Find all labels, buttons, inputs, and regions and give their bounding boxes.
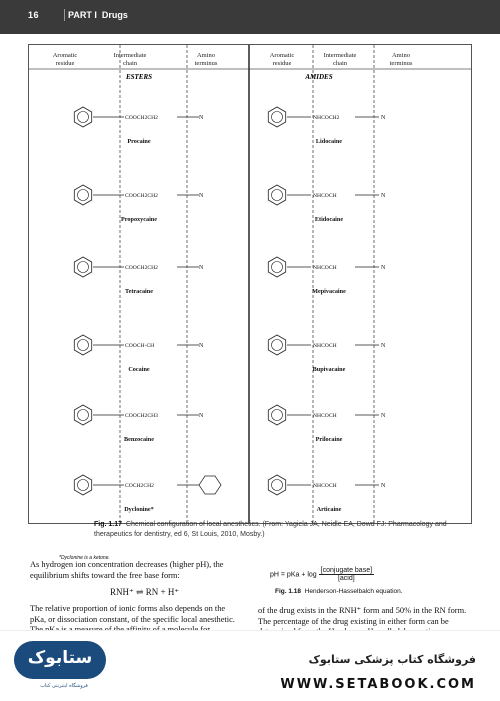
ester-ring-1-ring (78, 190, 89, 201)
amide-n-3: N (381, 343, 386, 349)
amide-chain-5: NHCOCH (313, 483, 337, 489)
col-amino-right: Amino terminus (389, 52, 413, 67)
section-label: PART I Drugs (68, 10, 128, 20)
amide-name-5: Articaine (316, 506, 342, 513)
ester-chain-3: COOCH-CH (125, 343, 155, 349)
amide-ring-2 (268, 257, 285, 277)
page-number: 16 (28, 10, 40, 20)
henderson-hasselbalch-equation: pH = pKa + log $\frac{\text{[conjugate base]}}{\text{[acid]}}$ (270, 567, 373, 582)
ester-n-1: N (199, 193, 204, 199)
amide-ring-0-ring (272, 112, 283, 123)
ester-name-5: Dyclonine* (124, 506, 154, 513)
ester-chain-0: COOCH2CH2 (125, 115, 158, 121)
amides-label: AMIDES (305, 73, 333, 81)
body-paragraph-1: As hydrogen ion concentration decreases (higher pH), the equilibrium shifts toward the free base form: (30, 560, 224, 580)
ester-ring-0 (74, 107, 91, 127)
figure-footnote: *Dyclonine is a ketone. (59, 555, 110, 561)
ionization-equation: RNH⁺ ⇌ RN + H⁺ (110, 587, 180, 597)
amide-ring-0 (268, 107, 285, 127)
esters-label: ESTERS (125, 73, 153, 81)
amide-chain-3: NHCOCH (313, 343, 337, 349)
col-chain-right: Intermediate chain (323, 52, 357, 67)
body-paragraph-3: of the drug exists in the RNH⁺ form and 50% in the RN form. The percentage of the drug existing in either form can be (258, 606, 467, 626)
col-amino-left: Amino terminus (194, 52, 218, 67)
page-header (0, 0, 500, 34)
amide-ring-4-ring (272, 410, 283, 421)
amide-name-4: Prilocaine (315, 436, 343, 443)
logo-subtitle: فروشگاه اینترنتی کتاب (40, 683, 88, 689)
amide-n-2: N (381, 265, 386, 271)
col-aromatic-right: Aromatic residue (269, 52, 295, 67)
logo-text: ستابوک (27, 648, 93, 668)
ester-ring-2-ring (78, 262, 89, 273)
col-chain-left: Intermediate chain (113, 52, 147, 67)
body-paragraph-2: The relative proportion of ionic forms also depends on the pKa, or dissociation constant, of the specific local anesthetic. (30, 604, 235, 624)
ester-ring-5 (74, 475, 91, 495)
figure-caption: Fig. 1.17 Chemical configuration of local anesthetics. (From: Yagiela JA, Neidle EA, Dowd FJ: Pharmacology and therapeutics for dentistry, ed 6, St Louis, 2010, Mosby.) (94, 521, 447, 538)
ester-chain-4: COOCH2CH3 (125, 413, 158, 419)
setabook-logo[interactable] (14, 641, 106, 679)
amide-chain-1: NHCOCH (313, 193, 337, 199)
ester-ring-1 (74, 185, 91, 205)
ester-ring-3 (74, 335, 91, 355)
ester-n-3: N (199, 343, 204, 349)
amide-ring-1 (268, 185, 285, 205)
header-divider (64, 9, 65, 21)
ester-ring-4-ring (78, 410, 89, 421)
amide-name-3: Bupivacaine (312, 366, 346, 373)
structures-diagram (29, 45, 471, 523)
ester-name-2: Tetracaine (125, 288, 153, 295)
ester-chain-5: COCH2CH2 (125, 483, 154, 489)
ester-n-0: N (199, 115, 204, 121)
amide-ring-5 (268, 475, 285, 495)
amide-ring-2-ring (272, 262, 283, 273)
amide-n-5: N (381, 483, 386, 489)
amide-chain-4: NHCOCH (313, 413, 337, 419)
amide-ring-4 (268, 405, 285, 425)
ester-name-0: Procaine (127, 138, 151, 145)
amide-chain-2: NHCOCH (313, 265, 337, 271)
figure-1-18-caption: Fig. 1.18 Henderson-Hasselbalch equation. (275, 588, 403, 595)
publisher-banner[interactable] (0, 630, 500, 701)
amide-chain-0: NHCOCH2 (313, 115, 340, 121)
ester-ring-5-ring (78, 480, 89, 491)
dyclonine-piperidine (199, 476, 221, 494)
banner-url[interactable]: WWW.SETABOOK.COM (280, 677, 476, 692)
ester-ring-4 (74, 405, 91, 425)
ester-n-2: N (199, 265, 204, 271)
ester-ring-0-ring (78, 112, 89, 123)
amide-name-0: Lidocaine (315, 138, 343, 145)
ester-name-3: Cocaine (128, 366, 150, 373)
ester-chain-2: COOCH2CH2 (125, 265, 158, 271)
amide-n-4: N (381, 413, 386, 419)
ester-chain-1: COOCH2CH2 (125, 193, 158, 199)
amide-ring-5-ring (272, 480, 283, 491)
amide-name-1: Etidocaine (314, 216, 344, 223)
ester-name-4: Benzocaine (124, 436, 154, 443)
amide-name-2: Mepivacaine (312, 288, 346, 295)
ester-name-1: Propoxycaine (121, 216, 157, 223)
col-aromatic-left: Aromatic residue (52, 52, 78, 67)
ester-n-4: N (199, 413, 204, 419)
banner-tagline: فروشگاه کتاب پزشکی ستابوک (308, 653, 476, 666)
amide-n-1: N (381, 193, 386, 199)
amide-ring-1-ring (272, 190, 283, 201)
amide-n-0: N (381, 115, 386, 121)
amide-ring-3-ring (272, 340, 283, 351)
amide-ring-3 (268, 335, 285, 355)
ester-ring-2 (74, 257, 91, 277)
ester-ring-3-ring (78, 340, 89, 351)
